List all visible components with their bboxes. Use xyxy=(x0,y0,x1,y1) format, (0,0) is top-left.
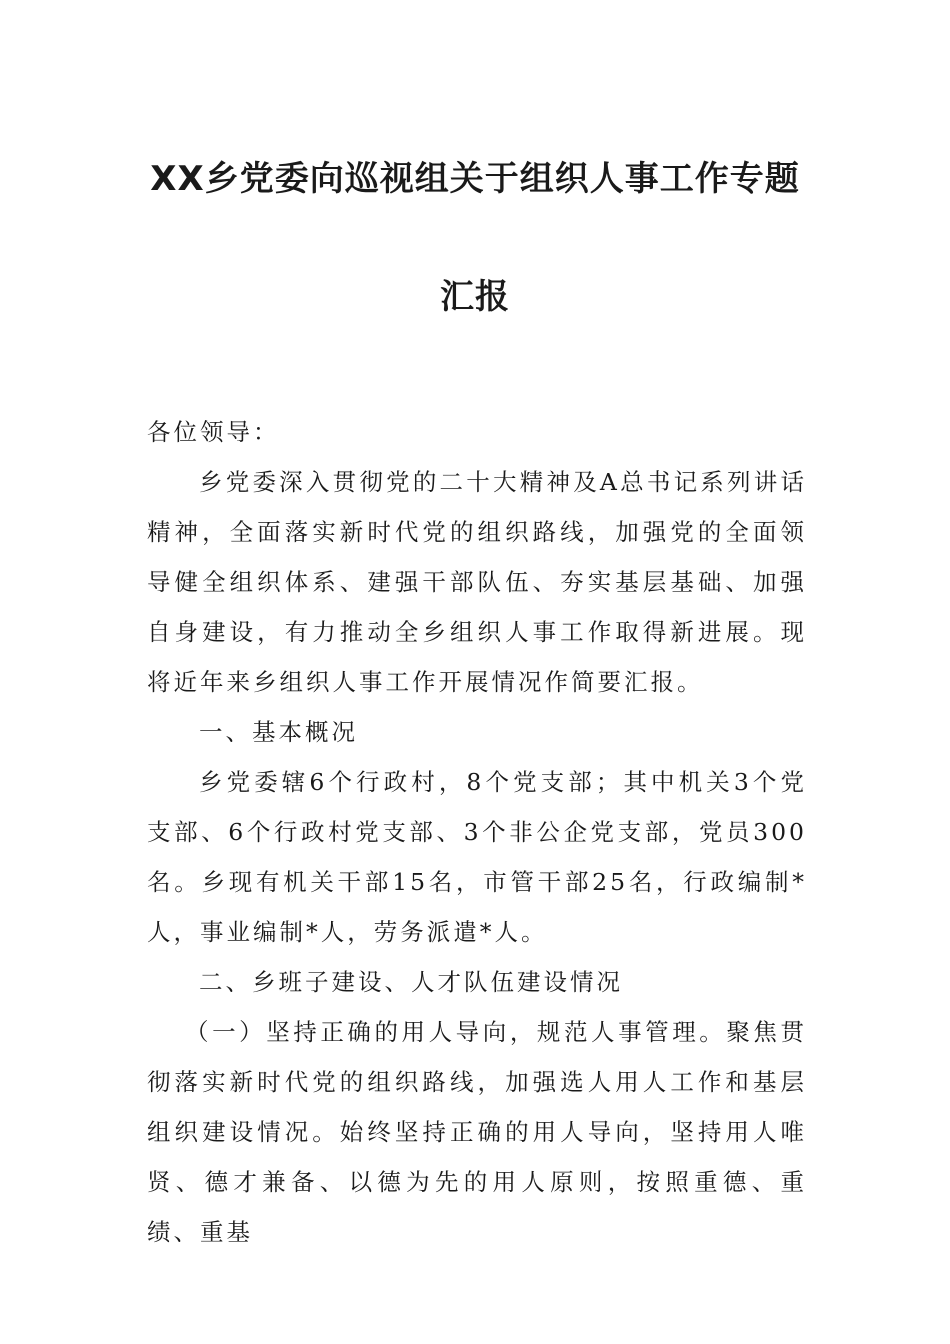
paragraph-intro: 乡党委深入贯彻党的二十大精神及A总书记系列讲话精神，全面落实新时代党的组织路线，加强党的全面领导健全组织体系、建强干部队伍、夯实基层基础、加强自身建设，有力推动全乡组织人事工作取得新进展。现将近年来乡组织人事工作开展情况作简要汇报。 xyxy=(147,468,807,696)
paragraph-employment-guidance: （一）坚持正确的用人导向，规范人事管理。聚焦贯彻落实新时代党的组织路线，加强选人用人工作和基层组织建设情况。始终坚持正确的用人导向，坚持用人唯贤、德才兼备、以德为先的用人原则，按照重德、重绩、重基 xyxy=(147,1018,807,1246)
document-title-line-2: 汇报 xyxy=(440,277,510,317)
salutation: 各位领导： xyxy=(147,418,280,446)
section-heading-team-building: 二、乡班子建设、人才队伍建设情况 xyxy=(199,968,623,996)
paragraph-basic-overview: 乡党委辖6个行政村，8个党支部；其中机关3个党支部、6个行政村党支部、3个非公企党支部，党员300名。乡现有机关干部15名，市管干部25名，行政编制*人，事业编制*人，劳务派遣*人。 xyxy=(147,768,807,946)
document-title-line-1: XX乡党委向巡视组关于组织人事工作专题 xyxy=(150,159,800,199)
document-body xyxy=(147,407,807,1257)
section-heading-basic-overview: 一、基本概况 xyxy=(199,718,358,746)
